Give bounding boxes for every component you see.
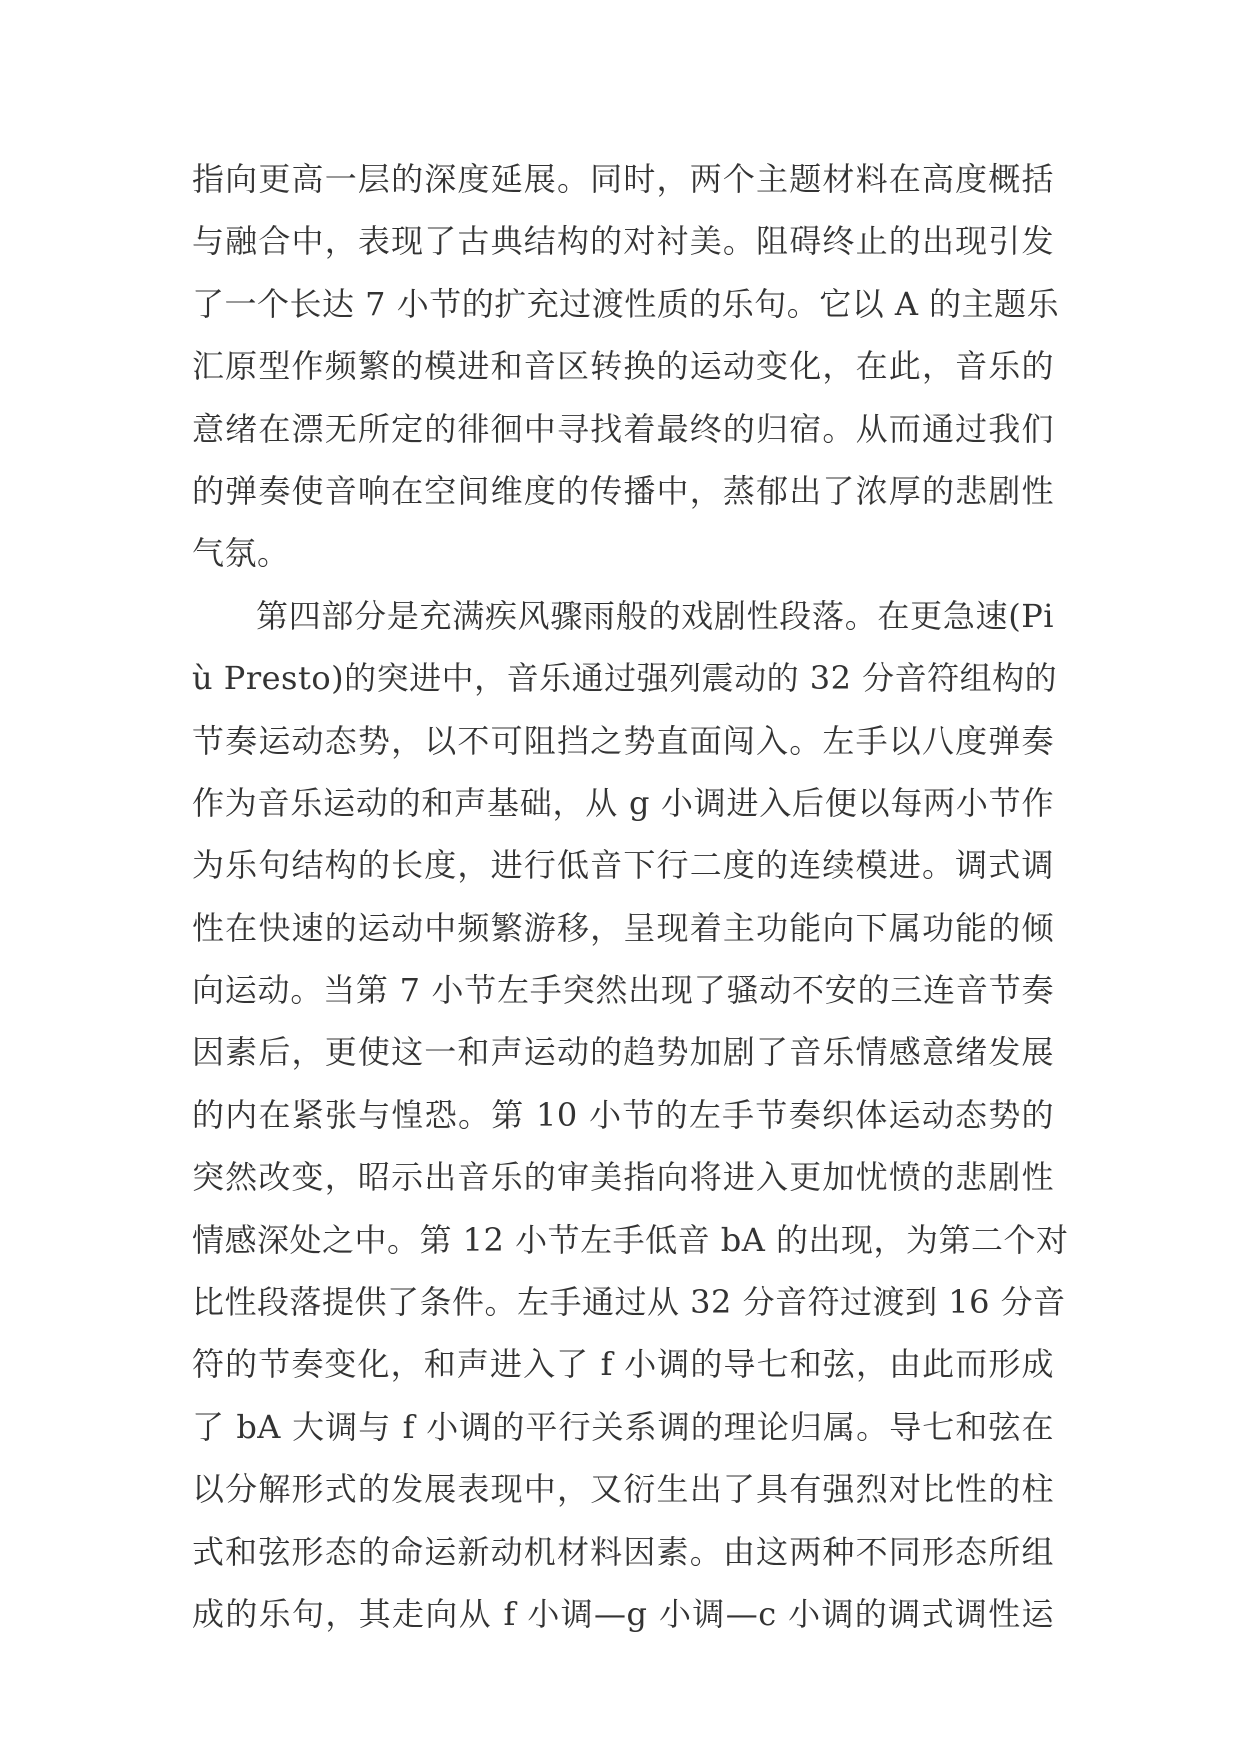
text-line: 为乐句结构的长度，进行低音下行二度的连续模进。调式调 bbox=[192, 846, 1054, 885]
text-line: 气氛。 bbox=[192, 534, 290, 573]
text-line: 了一个长达 7 小节的扩充过渡性质的乐句。它以 A 的主题乐 bbox=[192, 284, 1060, 323]
text-line: 符的节奏变化，和声进入了 f 小调的导七和弦，由此而形成 bbox=[192, 1345, 1054, 1384]
text-line: 情感深处之中。第 12 小节左手低音 bA 的出现，为第二个对 bbox=[192, 1220, 1069, 1259]
text-line: 与融合中，表现了古典结构的对衬美。阻碍终止的出现引发 bbox=[192, 222, 1054, 261]
text-line: 式和弦形态的命运新动机材料因素。由这两种不同形态所组 bbox=[192, 1532, 1054, 1571]
text-line: 向运动。当第 7 小节左手突然出现了骚动不安的三连音节奏 bbox=[192, 971, 1054, 1010]
text-line: 成的乐句，其走向从 f 小调—g 小调—c 小调的调式调性运 bbox=[192, 1594, 1054, 1633]
text-line: 性在快速的运动中频繁游移，呈现着主功能向下属功能的倾 bbox=[192, 908, 1054, 947]
paragraph-1 bbox=[192, 148, 1060, 585]
text-line: 汇原型作频繁的模进和音区转换的运动变化，在此，音乐的 bbox=[192, 347, 1054, 386]
text-line: 了 bA 大调与 f 小调的平行关系调的理论归属。导七和弦在 bbox=[192, 1407, 1054, 1446]
text-line: 指向更高一层的深度延展。同时，两个主题材料在高度概括 bbox=[192, 160, 1054, 198]
text-line: 意绪在漂无所定的徘徊中寻找着最终的归宿。从而通过我们 bbox=[192, 409, 1054, 448]
text-line: 突然改变，昭示出音乐的审美指向将进入更加忧愤的悲剧性 bbox=[192, 1158, 1054, 1197]
body-text bbox=[192, 148, 1069, 1645]
text-line: 作为音乐运动的和声基础，从 g 小调进入后便以每两小节作 bbox=[192, 783, 1054, 822]
text-line: 的弹奏使音响在空间维度的传播中，蒸郁出了浓厚的悲剧性 bbox=[192, 471, 1054, 510]
paragraph-2 bbox=[192, 585, 1069, 1646]
text-line: 比性段落提供了条件。左手通过从 32 分音符过渡到 16 分音 bbox=[192, 1283, 1066, 1322]
text-line: ù Presto)的突进中，音乐通过强列震动的 32 分音符组构的 bbox=[192, 659, 1058, 698]
text-line: 因素后，更使这一和声运动的趋势加剧了音乐情感意绪发展 bbox=[192, 1033, 1054, 1072]
text-line: 节奏运动态势，以不可阻挡之势直面闯入。左手以八度弹奏 bbox=[192, 721, 1054, 760]
text-line: 第四部分是充满疾风骤雨般的戏剧性段落。在更急速(Pi bbox=[256, 596, 1054, 635]
text-line: 的内在紧张与惶恐。第 10 小节的左手节奏织体运动态势的 bbox=[192, 1095, 1054, 1134]
text-line: 以分解形式的发展表现中，又衍生出了具有强烈对比性的柱 bbox=[192, 1470, 1054, 1509]
